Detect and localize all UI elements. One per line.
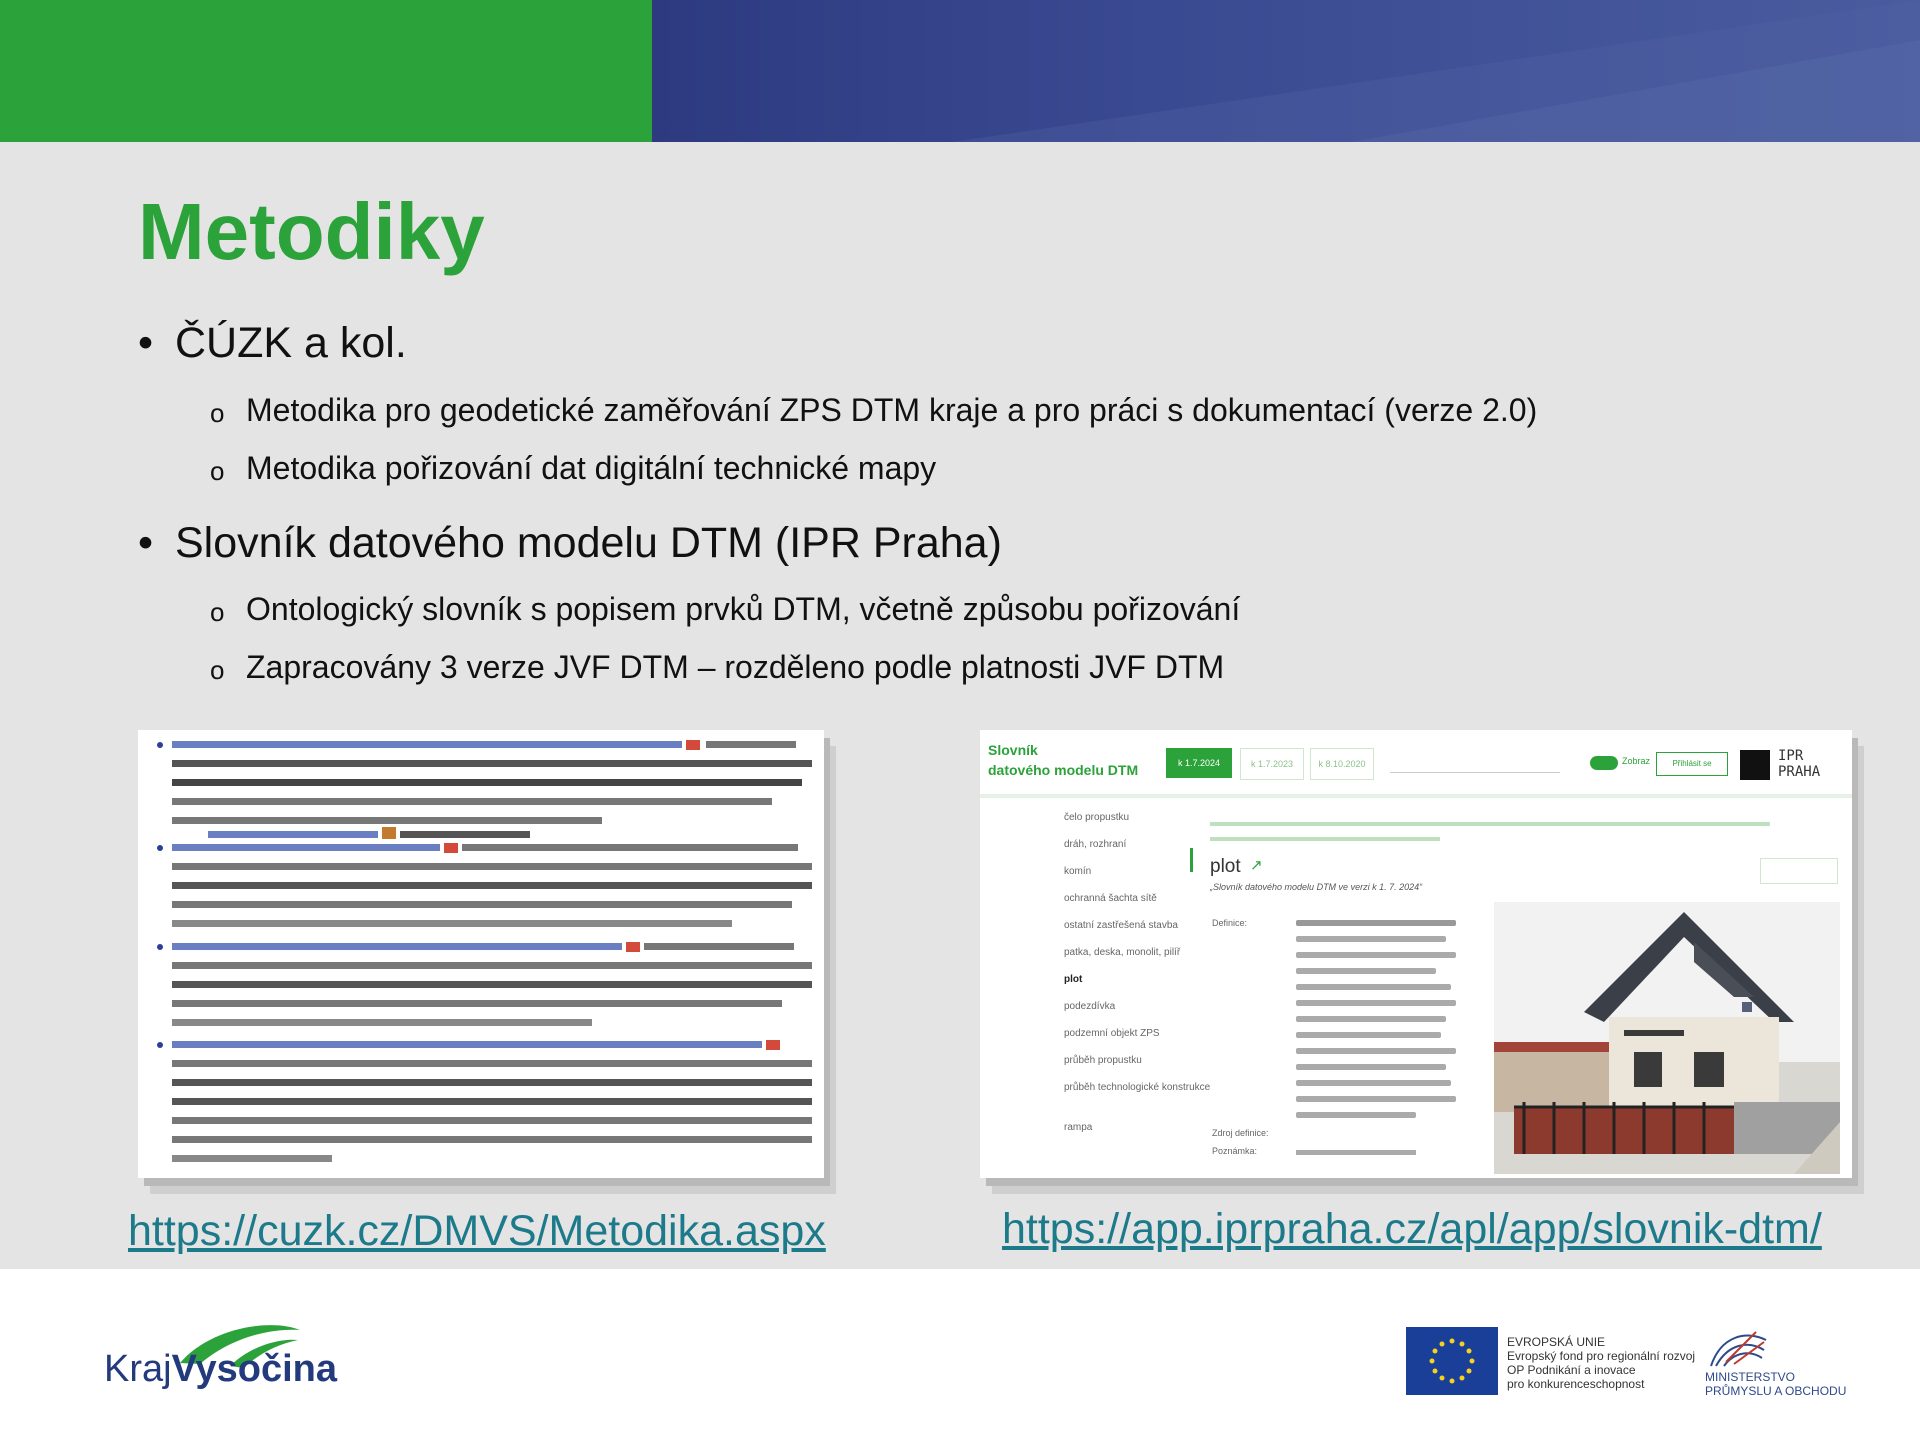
sidebar-item[interactable]: podezdívka [1064,1001,1116,1012]
breadcrumb [1210,822,1770,826]
header-band-green [0,0,652,142]
sidebar-item[interactable]: komín [1064,866,1092,877]
screenshot-ipr-slovnik [980,730,1852,1178]
subbullet-text: Ontologický slovník s popisem prvků DTM, včetně způsobu pořizování [246,591,1241,627]
eu-stars [1406,1327,1498,1395]
link-ipr-slovnik[interactable]: https://app.iprpraha.cz/apl/app/slovnik-dtm/ [1002,1205,1822,1253]
sidebar-item[interactable]: průběh propustku [1064,1055,1142,1066]
subbullet-text: Metodika pořizování dat digitální technické mapy [246,450,937,486]
term-title: plot [1210,856,1241,877]
toggle-switch[interactable] [1590,756,1618,770]
sidebar-item[interactable]: čelo propustku [1064,812,1130,823]
version-tab[interactable]: k 8.10.2020 [1310,748,1374,780]
sidebar-item[interactable]: podzemní objekt ZPS [1064,1028,1160,1039]
kraj-vysocina-logo [104,1350,337,1388]
eu-line: EVROPSKÁ UNIE [1507,1335,1606,1349]
link-cuzk-metodika[interactable]: https://cuzk.cz/DMVS/Metodika.aspx [128,1207,826,1255]
logo-bold-text: Vysočina [171,1348,338,1390]
subbullet-text: Zapracovány 3 verze JVF DTM – rozděleno podle platnosti JVF DTM [246,649,1225,685]
external-link-icon[interactable]: ↗ [1250,857,1263,874]
eu-flag-icon [1406,1327,1498,1395]
mpo-logo-icon [1706,1326,1776,1370]
subbullet-circle: o [210,597,225,627]
search-input[interactable] [1390,754,1560,773]
ipr-logo-text: IPR PRAHA [1778,748,1821,780]
subbullet-text: Metodika pro geodetické zaměřování ZPS DTM kraje a pro práci s dokumentací (verze 2.0) [246,392,1538,428]
subbullet-circle: o [210,456,225,486]
eu-line: Evropský fond pro regionální rozvoj [1507,1349,1696,1363]
bullet-text: Slovník datového modelu DTM (IPR Praha) [175,519,1002,567]
eu-line: OP Podnikání a inovace [1507,1363,1636,1377]
test-button[interactable] [1760,858,1838,884]
mpo-text [1705,1370,1846,1398]
header-decoration [652,0,1920,142]
sidebar-item[interactable]: rampa [1064,1122,1093,1133]
screenshot-cuzk-methodologies [138,730,824,1178]
house-photo [1494,902,1840,1174]
sidebar-item[interactable]: dráh, rozhraní [1064,839,1127,850]
sidebar-item[interactable]: ochranná šachta sítě [1064,893,1157,904]
app-header-line2: datového modelu DTM [988,762,1139,778]
eu-line: pro konkurenceschopnost [1507,1377,1645,1391]
screenshot-cuzk-content [138,730,824,1178]
mpo-line: MINISTERSTVO [1705,1370,1796,1384]
note-text [1296,1150,1416,1155]
subbullet-circle: o [210,655,225,685]
sidebar-item-active[interactable]: plot [1064,974,1083,985]
subbullet-circle: o [210,398,225,428]
sidebar-item[interactable]: patka, deska, monolit, pilíř [1064,947,1181,958]
sidebar-item[interactable]: ostatní zastřešená stavba [1064,920,1178,931]
toggle-label: Zobraz [1622,756,1651,766]
slide-title: Metodiky [138,187,485,276]
logo-light-text: Kraj [104,1348,172,1390]
login-button[interactable]: Přihlásit se [1656,752,1728,776]
bullet-dot: • [138,319,154,367]
definition-source-label: Zdroj definice: [1212,1128,1269,1138]
breadcrumb-line2 [1210,837,1440,841]
mpo-line: PRŮMYSLU A OBCHODU [1705,1384,1847,1398]
sidebar-item[interactable]: průběh technologické konstrukce [1064,1082,1211,1093]
note-label: Poznámka: [1212,1146,1258,1156]
version-tab[interactable]: k 1.7.2023 [1240,748,1304,780]
header-band-blue [652,0,1920,142]
app-header-line1: Slovník [988,742,1038,758]
app-header-title [988,740,1138,780]
sidebar-scroll-indicator [1190,848,1193,872]
term-source: „Slovník datového modelu DTM ve verzi k 1. 7. 2024“ [1210,882,1423,892]
bullet-dot: • [138,519,154,567]
bullet-text: ČÚZK a kol. [175,319,407,367]
version-tab-active[interactable]: k 1.7.2024 [1166,748,1232,778]
ipr-logo-mark [1740,750,1770,780]
definition-label: Definice: [1212,918,1248,928]
eu-fund-text [1507,1335,1695,1391]
header-divider [980,794,1852,798]
definition-text [1296,920,1464,1128]
